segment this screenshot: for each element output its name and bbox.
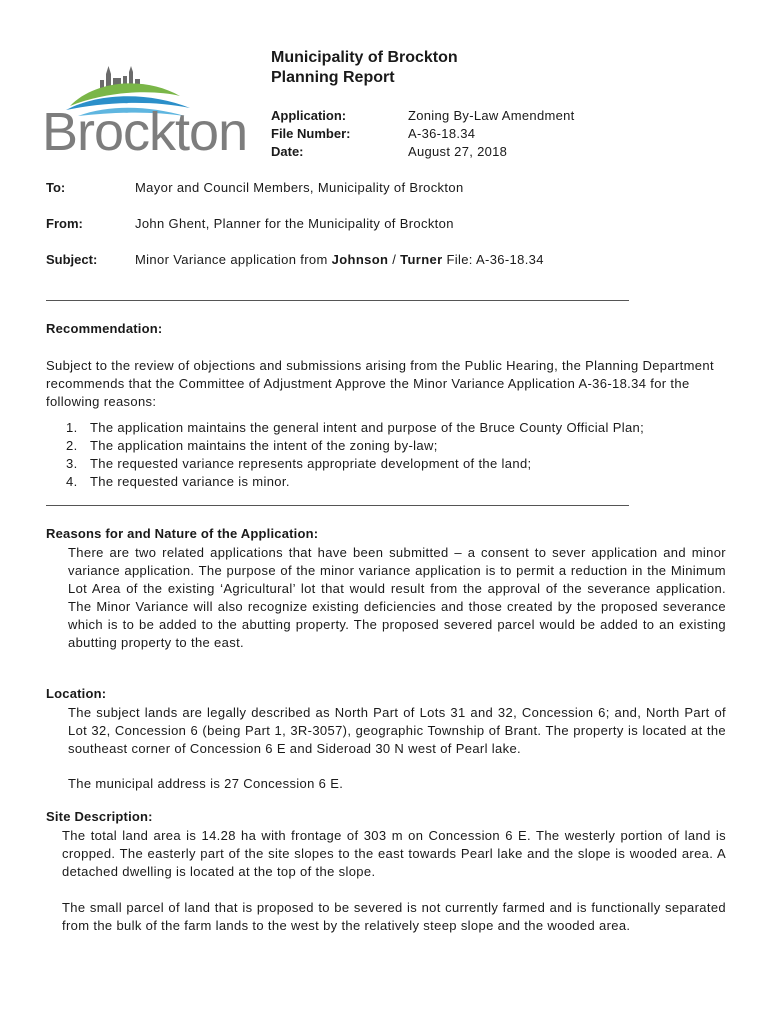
divider-bottom [46, 505, 629, 506]
applicant-johnson: Johnson [331, 252, 389, 267]
list-item: 2. The application maintains the intent of the zoning by-law; [66, 438, 438, 453]
subject-label: Subject: [46, 252, 98, 267]
application-value: Zoning By-Law Amendment [408, 108, 575, 123]
file-number-label: File Number: [271, 126, 351, 141]
subject-separator: / [388, 252, 401, 267]
municipality-title: Municipality of Brockton [271, 49, 458, 66]
application-label: Application: [271, 108, 347, 123]
to-value: Mayor and Council Members, Municipality of Brockton [135, 180, 464, 195]
logo-wordmark: Brockton [42, 102, 248, 162]
file-number-value: A-36-18.34 [408, 126, 476, 141]
list-item: 3. The requested variance represents appropriate development of the land; [66, 456, 532, 471]
brockton-logo [40, 62, 265, 167]
reasons-heading: Reasons for and Nature of the Application: [46, 526, 319, 541]
to-label: To: [46, 180, 66, 195]
site-heading: Site Description: [46, 809, 153, 824]
divider-top [46, 300, 629, 301]
date-value: August 27, 2018 [408, 144, 508, 159]
subject-value [135, 252, 544, 267]
date-label: Date: [271, 144, 304, 159]
municipal-address: The municipal address is 27 Concession 6 E. [68, 776, 344, 791]
meta-values [408, 107, 575, 161]
subject-file: File: A-36-18.34 [442, 252, 544, 267]
report-title [271, 48, 458, 88]
location-body: The subject lands are legally described as North Part of Lots 31 and 32, Concession 6; and, North Part of Lot 32, Concession 6 (being Part 1, 3R-3057), geographic Township of Brant. The property is located at the southeast corner of Concession 6 E and Sideroad 30 N west of Pearl lake. [68, 705, 726, 756]
location-heading: Location: [46, 686, 107, 701]
reasons-list [46, 419, 736, 491]
site-body-2: The small parcel of land that is proposed to be severed is not currently farmed and is functionally separated from the bulk of the farm lands to the west by the relatively steep slope and the wooded area. [62, 900, 726, 933]
subject-prefix: Minor Variance application from [135, 252, 332, 267]
list-item: 4. The requested variance is minor. [66, 474, 290, 489]
meta-labels [271, 107, 350, 161]
planning-report-title: Planning Report [271, 69, 395, 86]
from-value: John Ghent, Planner for the Municipality of Brockton [135, 216, 454, 231]
applicant-turner: Turner [400, 252, 443, 267]
from-label: From: [46, 216, 83, 231]
reasons-body: There are two related applications that have been submitted – a consent to sever application and minor variance application. The purpose of the minor variance application is to permit a reduction in the Minimum Lot Area of the existing ‘Agricultural’ lot that would result from the approval of the severance application. The Minor Variance will also recognize existing deficiencies and those created by the proposed severance which is to be added to the abutting property. The proposed severed parcel would be added to an existing abutting property to the east. [68, 545, 726, 650]
recommendation-heading: Recommendation: [46, 321, 163, 336]
site-body-1: The total land area is 14.28 ha with frontage of 303 m on Concession 6 E. The westerly portion of land is cropped. The easterly part of the site slopes to the east towards Pearl lake and the slope is wooded area. A detached dwelling is located at the top of the slope. [62, 828, 726, 879]
list-item: 1. The application maintains the general intent and purpose of the Bruce County Official Plan; [66, 420, 645, 435]
recommendation-intro: Subject to the review of objections and submissions arising from the Public Hearing, the Planning Department recommends that the Committee of Adjustment Approve the Minor Variance Application A-36-18.34 for the following reasons: [46, 358, 714, 409]
